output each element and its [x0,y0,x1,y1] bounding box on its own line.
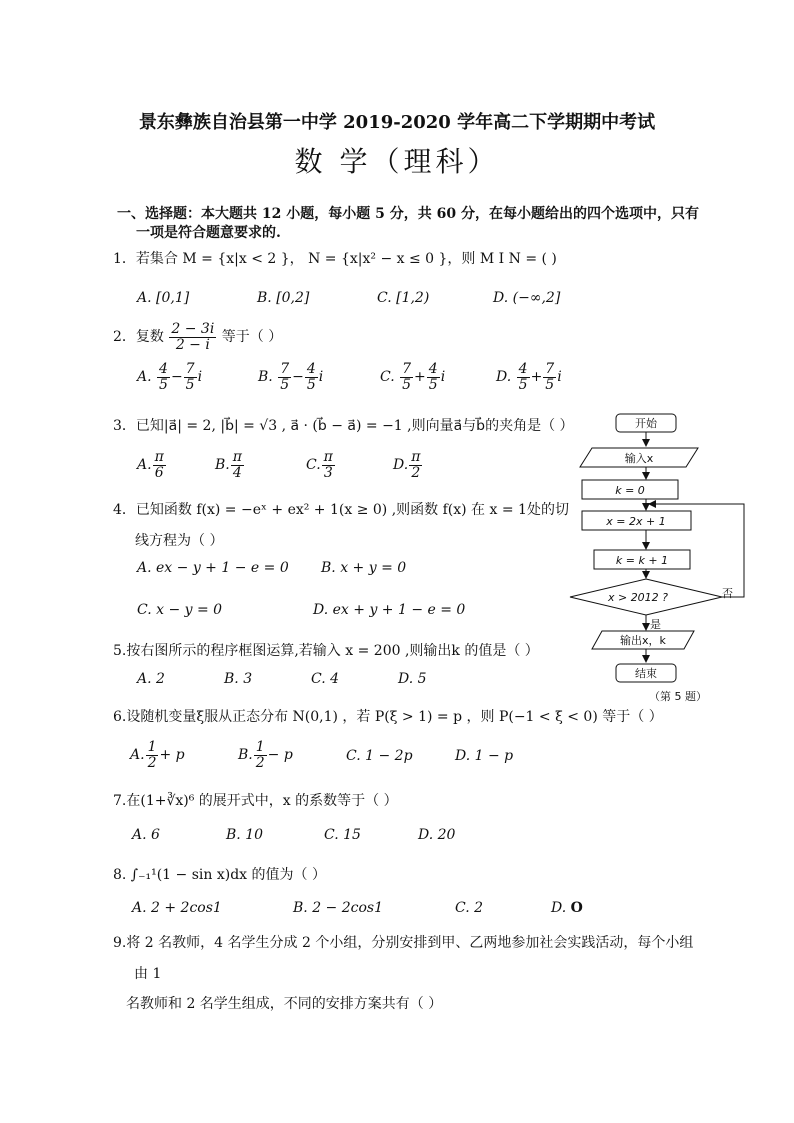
q8-option-a: A. 2 + 2cos1 [132,900,222,916]
flow-no-label: 否 [722,587,733,600]
question-6-stem: 6.设随机变量ξ服从正态分布 N(0,1) ，若 P(ξ > 1) = p ，则 P(−1 < ξ < 0) 等于（ ） [113,709,663,725]
q2-option-a: A. $\frac{4}{5}$ − $\frac{7}{5}$ i [137,361,203,393]
q5-option-b: B. 3 [224,671,253,687]
q4-option-d: D. ex + y + 1 − e = 0 [313,602,466,618]
flow-yes-label: 是 [650,618,661,631]
q2-d-frac2: $\frac{7}{5}$ [545,361,555,393]
q7-option-d: D. 20 [418,827,456,843]
q5-option-c: C. 4 [311,671,340,687]
q2-b-frac2: $\frac{4}{5}$ [306,361,316,393]
q1-option-a: A. [0,1] [137,290,190,306]
question-5-stem: 5.按右图所示的程序框图运算,若输入 x = 200 ,则输出k 的值是（ ） [113,643,539,659]
q6-option-a: A. $\frac{1}{2}$ + p [130,739,185,771]
q4-option-a: A. ex − y + 1 − e = 0 [137,560,289,576]
q2-c-frac2: $\frac{4}{5}$ [428,361,438,393]
q3-option-b: B. $\frac{\pi}{4}$ [215,449,242,481]
q1-option-c: C. [1,2) [377,290,430,306]
q2-b-frac1: $\frac{7}{5}$ [280,361,290,393]
flow-init-text: k = 0 [615,484,645,497]
q8-option-d-value: O [570,900,583,916]
question-4-line1: 4．已知函数 f(x) = −eˣ + ex² + 1(x ≥ 0) ,则函数 f(x) 在 x = 1处的切 [113,502,569,518]
question-2-stem [113,322,282,352]
q4-option-b: B. x + y = 0 [321,560,407,576]
q6-option-c: C. 1 − 2p [346,748,413,764]
question-9-line1: 9.将 2 名教师，4 名学生分成 2 个小组，分别安排到甲、乙两地参加社会实践活动，每个小组 [113,935,694,951]
flow-input-text: 输入x [624,452,654,465]
flow-end-text: 结束 [635,667,657,680]
q2-numerator: 2 − 3i [171,321,215,337]
q2-b-label: B. [258,369,273,386]
q2-a-frac1: $\frac{4}{5}$ [159,361,168,393]
q8-option-c: C. 2 [455,900,484,916]
question-8-stem: 8. ∫₋₁¹(1 − sin x)dx 的值为（ ） [113,867,326,883]
section-heading-line1: 一、选择题：本大题共 12 小题，每小题 5 分，共 60 分，在每小题给出的四个选项中，只有 [117,206,699,222]
q2-d-label: D. [496,369,512,386]
q7-option-a: A. 6 [132,827,160,843]
q5-option-a: A. 2 [137,671,165,687]
q2-fraction [169,322,216,352]
q5-option-d: D. 5 [398,671,427,687]
flow-caption: （第 5 题） [649,690,707,703]
flowchart [560,405,760,705]
exam-title: 景东彝族自治县第一中学 2019-2020 学年高二下学期期中考试 [138,112,656,133]
question-9-line2: 由 1 [134,966,162,982]
q2-option-d: D. $\frac{4}{5}$ + $\frac{7}{5}$ i [496,361,562,393]
q8-option-d: D. O [551,900,583,916]
q7-option-c: C. 15 [324,827,361,843]
q7-option-b: B. 10 [226,827,264,843]
q2-option-c: C. $\frac{7}{5}$ + $\frac{4}{5}$ i [380,361,446,393]
q2-a-label: A. [137,369,152,386]
q2-c-label: C. [380,369,395,386]
q6-option-b: B. $\frac{1}{2}$ − p [238,739,293,771]
q2-c-frac1: $\frac{7}{5}$ [402,361,412,393]
subject-title: 数 学（理科） [294,145,500,178]
question-7-stem: 7.在(1+∛x)⁶ 的展开式中，x 的系数等于（ ） [113,793,398,809]
flow-start-text: 开始 [635,417,657,430]
flow-step1-text: x = 2x + 1 [606,515,666,528]
question-3-stem: 3．已知|a⃗| = 2, |b⃗| = √3 , a⃗ · (b⃗ − a⃗) = −1 ,则向量a⃗与b⃗的夹角是（ ） [113,418,574,434]
q2-denominator: 2 − i [175,336,210,353]
q4-option-c: C. x − y = 0 [137,602,223,618]
question-9-line3: 名教师和 2 名学生组成，不同的安排方案共有（ ） [126,996,443,1012]
q6-option-d: D. 1 − p [455,748,514,764]
q2-prefix: 2．复数 [113,329,164,346]
q3-option-d: D. $\frac{\pi}{2}$ [393,449,421,481]
flow-step2-text: k = k + 1 [615,554,669,567]
q2-d-frac1: $\frac{4}{5}$ [518,361,528,393]
q8-option-b: B. 2 − 2cos1 [293,900,383,916]
q1-option-b: B. [0,2] [257,290,310,306]
q2-a-frac2: $\frac{7}{5}$ [185,361,195,393]
question-1-stem: 1．若集合 M = {x|x < 2 }， N = {x|x² − x ≤ 0 }，则 M I N = ( ) [113,251,557,267]
section-heading-line2: 一项是符合题意要求的. [136,225,281,241]
flow-decision-text: x > 2012 ? [607,591,669,604]
question-4-line2: 线方程为（ ） [135,533,224,549]
q2-suffix: 等于（ ） [221,329,283,346]
q2-option-b: B. $\frac{7}{5}$ − $\frac{4}{5}$ i [258,361,324,393]
q3-option-c: C. $\frac{\pi}{3}$ [306,449,333,481]
q3-option-a: A. $\frac{\pi}{6}$ [137,449,164,481]
q1-option-d: D. (−∞,2] [493,290,561,306]
flow-output-text: 输出x，k [620,634,666,647]
